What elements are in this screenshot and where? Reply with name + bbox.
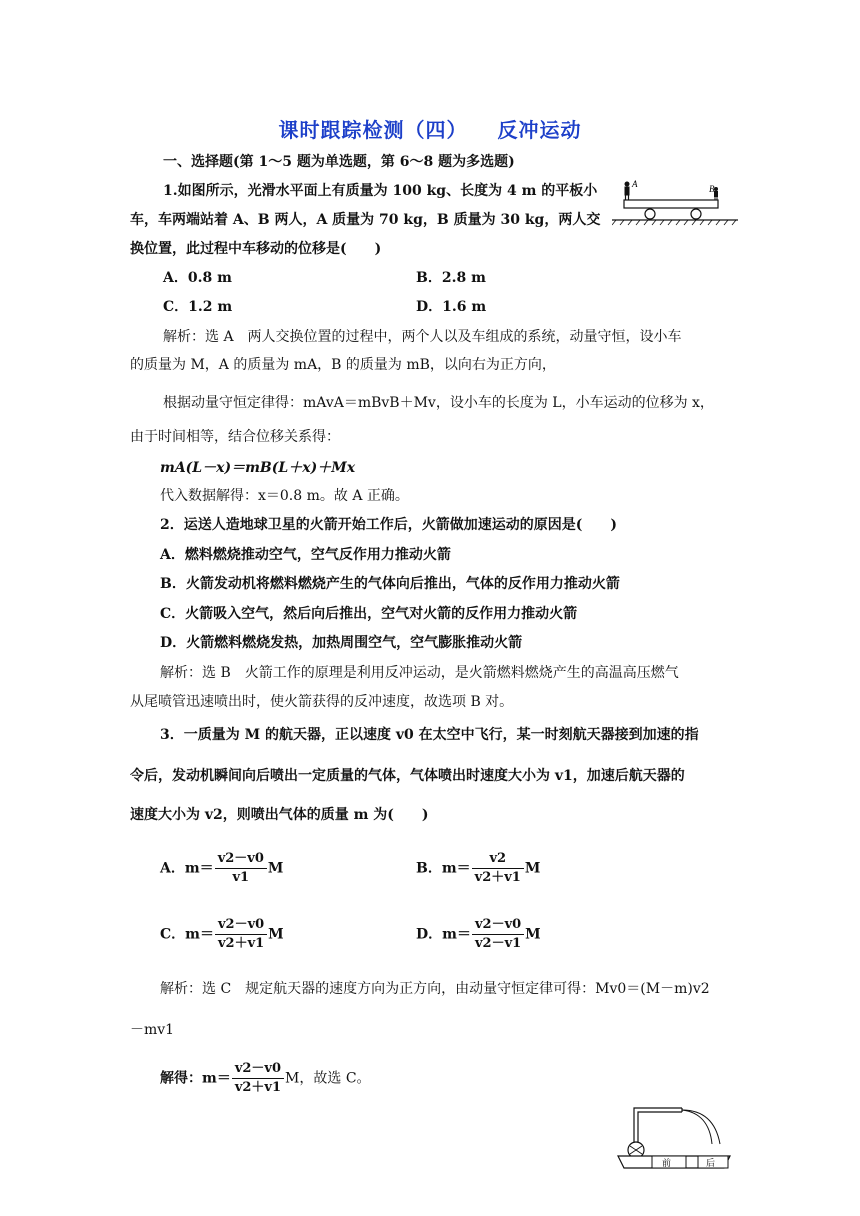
q1-line-2: 车，车两端站着 A、B 两人，A 质量为 70 kg，B 质量为 30 kg，两人交 — [130, 212, 601, 228]
q2-option-c: C．火箭吸入空气，然后向后推出，空气对火箭的反作用力推动火箭 — [160, 606, 578, 622]
q2-option-d: D．火箭燃料燃烧发热，加热周围空气，空气膨胀推动火箭 — [160, 635, 523, 651]
boat-figure — [612, 1100, 742, 1170]
q1-option-c: C．1.2 m — [163, 299, 233, 315]
page-title — [0, 114, 860, 143]
q3-line-3: 速度大小为 v2，则喷出气体的质量 m 为( ) — [130, 807, 429, 823]
back-label: 后 — [706, 1159, 716, 1169]
q1-line-1: 1.如图所示，光滑水平面上有质量为 100 kg、长度为 4 m 的平板小 — [163, 183, 598, 199]
label-b: B — [709, 184, 715, 194]
q1-option-b: B．2.8 m — [416, 270, 486, 286]
q2-option-b: B．火箭发动机将燃料燃烧产生的气体向后推出，气体的反作用力推动火箭 — [160, 576, 620, 592]
front-label: 前 — [662, 1159, 672, 1169]
title-main: 课时跟踪检测（四） — [278, 118, 468, 142]
cart-figure — [612, 176, 740, 234]
q3-line-1: 3．一质量为 M 的航天器，正以速度 v0 在太空中飞行，某一时刻航天器接到加速的指 — [160, 727, 699, 743]
q2-answer-1: 解析：选 B 火箭工作的原理是利用反冲运动，是火箭燃料燃烧产生的高温高压燃气 — [160, 665, 679, 681]
q3-answer-3: 解得：m＝ $\frac{v2-v0}{v2+v1}$ M，故选 C。 — [160, 1061, 371, 1095]
person-b — [714, 187, 718, 200]
fraction: $\frac{v2-v0}{v1}$ — [215, 850, 267, 887]
q3-option-a: A．m＝ $\frac{v2-v0}{v1}$ M — [160, 851, 284, 885]
q3-answer-1: 解析：选 C 规定航天器的速度方向为正方向，由动量守恒定律可得：Mv0＝(M－m)v2 — [160, 981, 710, 997]
q1-option-d: D．1.6 m — [416, 299, 487, 315]
q1-answer-3: 根据动量守恒定律得：mAvA＝mBvB＋Mv，设小车的长度为 L，小车运动的位移为 x， — [163, 395, 714, 411]
q3-option-b: B．m＝ $\frac{v2}{v2+v1}$ M — [416, 851, 541, 885]
fraction: $\frac{v2-v0}{v2-v1}$ — [472, 916, 524, 953]
q1-answer-6: 代入数据解得：x＝0.8 m。故 A 正确。 — [160, 488, 409, 504]
q1-answer-4: 由于时间相等，结合位移关系得： — [130, 429, 340, 445]
section-heading: 一、选择题(第 1～5 题为单选题，第 6～8 题为多选题) — [163, 154, 515, 170]
q1-answer-5: mA(L－x)＝mB(L＋x)＋Mx — [160, 460, 356, 476]
q3-option-d: D．m＝ $\frac{v2-v0}{v2-v1}$ M — [416, 917, 541, 951]
q2-stem: 2．运送人造地球卫星的火箭开始工作后，火箭做加速运动的原因是( ) — [160, 517, 617, 533]
fraction: $\frac{v2}{v2+v1}$ — [472, 850, 524, 887]
q1-option-a: A．0.8 m — [163, 270, 232, 286]
fraction: $\frac{v2-v0}{v2+v1}$ — [232, 1060, 284, 1097]
person-a — [625, 182, 630, 201]
q3-line-2: 令后，发动机瞬间向后喷出一定质量的气体，气体喷出时速度大小为 v1，加速后航天器的 — [130, 768, 685, 784]
q1-answer-1: 解析：选 A 两人交换位置的过程中，两个人以及车组成的系统，动量守恒，设小车 — [163, 329, 682, 345]
fraction: $\frac{v2-v0}{v2+v1}$ — [215, 916, 267, 953]
q3-option-c: C．m＝ $\frac{v2-v0}{v2+v1}$ M — [160, 917, 284, 951]
q1-answer-2: 的质量为 M，A 的质量为 mA，B 的质量为 mB，以向右为正方向， — [130, 357, 556, 373]
label-a: A — [632, 179, 638, 189]
q3-answer-2: －mv1 — [130, 1022, 175, 1038]
q2-answer-2: 从尾喷管迅速喷出时，使火箭获得的反冲速度，故选项 B 对。 — [130, 694, 514, 710]
q1-line-3: 换位置，此过程中车移动的位移是( ) — [130, 241, 382, 257]
q2-option-a: A．燃料燃烧推动空气，空气反作用力推动火箭 — [160, 547, 451, 563]
title-sub: 反冲运动 — [497, 118, 582, 142]
